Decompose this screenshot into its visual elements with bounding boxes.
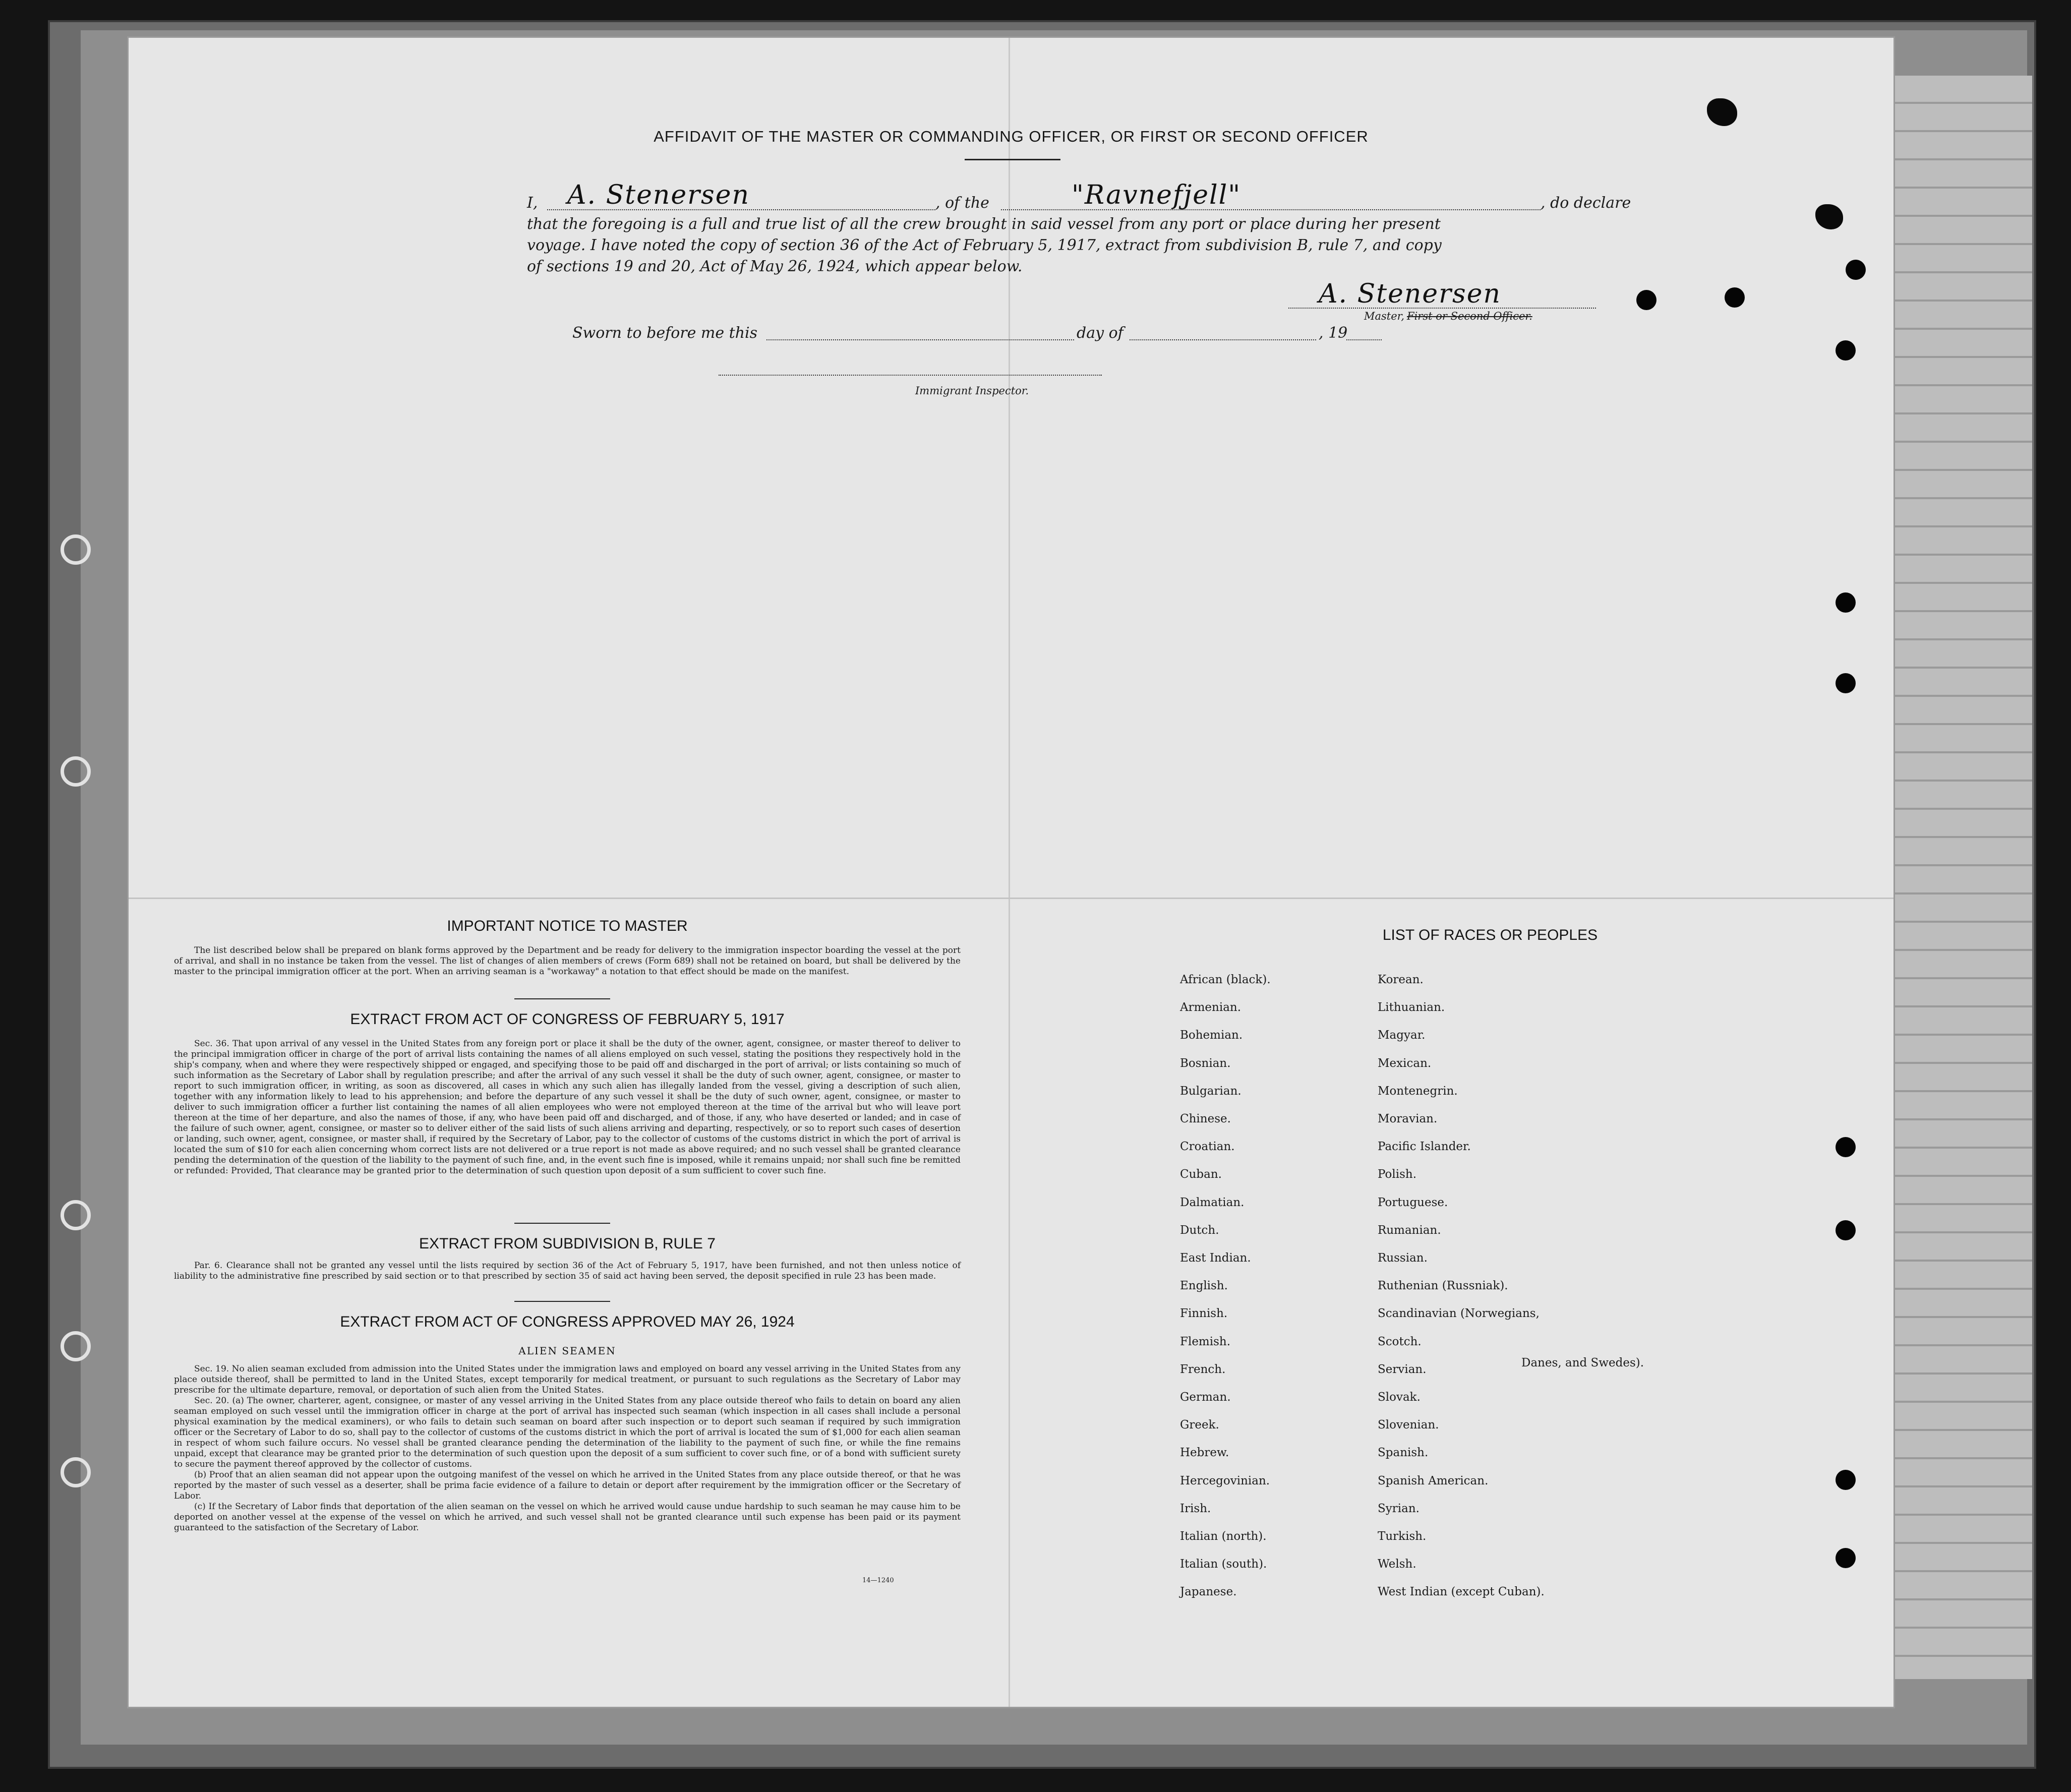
alien-seamen-subtitle: ALIEN SEAMEN [518,1345,616,1357]
race-item: African (black). [1180,973,1271,986]
race-item: Spanish American. [1378,1474,1489,1487]
race-item: Moravian. [1378,1112,1438,1125]
race-item: Mexican. [1378,1056,1432,1070]
race-item: Chinese. [1180,1112,1231,1125]
race-item: Bulgarian. [1180,1084,1241,1098]
sworn-label: Sworn to before me this [572,324,758,342]
title-rule [965,159,1060,160]
race-item: Ruthenian (Russniak). [1378,1279,1508,1293]
punch-hole [1836,340,1856,361]
race-item: Scotch. [1378,1335,1422,1348]
race-item: Scandinavian (Norwegians, [1378,1307,1540,1321]
race-item: Slovenian. [1378,1418,1439,1432]
binder-ring [61,756,91,787]
sworn-year-label: , 19 [1319,324,1348,342]
race-item: Russian. [1378,1251,1428,1265]
affidavit-line-4: of sections 19 and 20, Act of May 26, 1924, which appear below. [527,258,1023,275]
race-item: Italian (north). [1180,1530,1267,1543]
punch-hole [1836,1220,1856,1240]
ink-blot [1815,204,1843,229]
race-item: English. [1180,1279,1228,1293]
affidavit-declare: , do declare [1541,194,1631,212]
race-item: Hercegovinian. [1180,1474,1270,1487]
inspector-signature-line [719,375,1102,376]
race-item: Hebrew. [1180,1446,1229,1460]
race-item: Japanese. [1180,1585,1237,1599]
signature-caption-struck: First or Second Officer. [1407,310,1532,322]
race-item: Syrian. [1378,1502,1419,1515]
manifest-page [129,38,1894,1707]
race-item: Cuban. [1180,1168,1222,1181]
race-item: Irish. [1180,1502,1211,1515]
race-item: Bosnian. [1180,1056,1231,1070]
race-item: Magyar. [1378,1029,1426,1042]
race-item: Turkish. [1378,1530,1427,1543]
affidavit-of-the: , of the [935,194,989,212]
fold-crease-horizontal [129,898,1894,899]
section-rule [514,1301,610,1302]
extract-1917-body [174,1039,961,1176]
race-item: East Indian. [1180,1251,1251,1265]
signature-line [1288,308,1596,309]
punch-hole [1846,260,1866,280]
sec-20a-text: Sec. 20. (a) The owner, charterer, agent, consignee, or master of any vessel arriving in the United States from any place outside thereof who fails to detain on board any alien seaman employed on such vessel until the immigration officer in charge at the port of arrival has inspected such seaman (which inspection in all cases shall include a personal physical examination by the medical examiners), or who fails to detain such seaman on board after such inspection or to deport such seaman if required by such immigration officer or the Secretary of Labor to do so, shall pay to the collector of customs of the customs district in which the port of arrival is located the sum of $1,000 for each alien seaman in respect of whom such failure occurs. No vessel shall be granted clearance pending the determination of the liability to the payment of such fine, or while the fine remains unpaid, except that clearance may be granted prior to the determination of such question upon the deposit of a sum sufficient to cover such fine, or of a bond with sufficient surety to secure the payment thereof approved by the collector of customs. [174,1396,961,1469]
binder-ring [61,534,91,565]
punch-hole [1725,287,1745,308]
notice-title: IMPORTANT NOTICE TO MASTER [447,918,688,934]
race-item: Rumanian. [1378,1223,1441,1237]
sec-20c-text: (c) If the Secretary of Labor finds that deportation of the alien seaman on the vessel on which he arrived would cause undue hardship to such seaman he may cause him to be deported on another vessel at the expense of the vessel on which he arrived, and such vessel shall not be granted clearance until such expense has been paid or its payment guaranteed to the satisfaction of the Secretary of Labor. [174,1502,961,1533]
race-item: Welsh. [1378,1558,1416,1571]
affidavit-line-3: voyage. I have noted the copy of section 36 of the Act of February 5, 1917, extract from subdivision B, rule 7, and copy [527,236,1442,254]
race-item: Dalmatian. [1180,1196,1245,1209]
race-item: Croatian. [1180,1140,1235,1154]
master-name-handwritten: A. Stenersen [567,180,750,210]
race-item: Servian. [1378,1362,1427,1376]
race-item: Spanish. [1378,1446,1429,1460]
notice-body [174,945,961,977]
race-item: Portuguese. [1378,1196,1448,1209]
race-item: Flemish. [1180,1335,1231,1348]
inspector-caption: Immigrant Inspector. [915,385,1029,397]
race-item: Korean. [1378,973,1424,986]
race-item: Lithuanian. [1378,1001,1445,1014]
race-item-continuation: Danes, and Swedes). [1521,1356,1644,1369]
punch-hole [1836,1137,1856,1157]
binder-ring [61,1457,91,1487]
ink-blot [1707,98,1737,126]
sworn-month-line [1130,339,1316,340]
fold-crease-vertical [1009,38,1010,1707]
section-rule [514,1223,610,1224]
sec-19-text: Sec. 19. No alien seaman excluded from admission into the United States under the immigration laws and employed on board any vessel arriving in the United States from any place outside thereof, shall be permitted to land in the United States, except temporarily for medical treatment, or pursuant to such regulations as the Secretary of Labor may prescribe for the ultimate departure, removal, or deportation of such alien from the United States. [174,1364,961,1395]
form-number: 14—1240 [862,1577,894,1584]
binder-ring [61,1331,91,1361]
extract-1917-title: EXTRACT FROM ACT OF CONGRESS OF FEBRUARY 5, 1917 [350,1011,785,1028]
race-item: Finnish. [1180,1307,1228,1321]
race-item: Montenegrin. [1378,1084,1458,1098]
punch-hole [1836,1470,1856,1490]
sec-36-text: Sec. 36. That upon arrival of any vessel in the United States from any foreign port or place it shall be the duty of the owner, agent, consignee, or master thereof to deliver to the principal immigration officer in charge of the port of arrival lists containing the names of all aliens employed on such vessel, stating the positions they respectively hold in the ship's company, when and where they were respectively shipped or engaged, and specifying those to be paid off and discharged in the port of arrival; or lists containing so much of such information as the Secretary of Labor shall by regulation prescribe; and after the arrival of any such vessel it shall be the duty of such owner, agent, consignee, or master to report to such immigration officer, in writing, as soon as discovered, all cases in which any such alien has illegally landed from the vessel, giving a description of such alien, together with any information likely to lead to his apprehension; and before the departure of any such vessel it shall be the duty of such owner, agent, consignee, or master to deliver to such immigration officer a further list containing the names of all alien employees who were not employed thereon at the time of the arrival but who will leave port thereon at the time of her departure, and also the names of those, if any, who have been paid off and discharged, and of those, if any, who have deserted or landed; and in case of the failure of such owner, agent, consignee, or master so to deliver either of the said lists of such aliens arriving and departing, respectively, or so to report such cases of desertion or landing, such owner, agent, consignee, or master shall, if required by the Secretary of Labor, pay to the collector of customs of the customs district in which the port of arrival is located the sum of $10 for each alien concerning whom correct lists are not delivered or a true report is not made as above required; and no such vessel shall be granted clearance pending the determination of the question of the liability to the payment of such fine, and, in the event such fine is imposed, while it remains unpaid; nor shall such fine be remitted or refunded: Provided, That clearance may be granted prior to the determination of such question upon deposit of a sum sufficient to cover such fine. [174,1039,961,1176]
race-item: Dutch. [1180,1223,1219,1237]
sworn-year-line [1346,339,1382,340]
extract-1924-title: EXTRACT FROM ACT OF CONGRESS APPROVED MAY 26, 1924 [340,1313,795,1330]
par-6-text: Par. 6. Clearance shall not be granted any vessel until the lists required by section 36 of the Act of February 5, 1917, have been furnished, and not then unless notice of liability to the administrative fine prescribed by said section or to that prescribed by section 35 of said act having been served, the deposit specified in rule 23 has been made. [174,1261,961,1281]
race-item: Italian (south). [1180,1558,1267,1571]
affidavit-prefix: I, [527,194,538,212]
race-item: Armenian. [1180,1001,1241,1014]
race-item: German. [1180,1391,1231,1404]
race-item: Bohemian. [1180,1029,1243,1042]
race-item: Slovak. [1378,1391,1421,1404]
master-signature: A. Stenersen [1319,279,1501,309]
sworn-day-line [766,339,1074,340]
binder-ring [61,1200,91,1230]
race-item: French. [1180,1362,1226,1376]
punch-hole [1836,1548,1856,1568]
rule-7-body [174,1261,961,1282]
punch-hole [1836,673,1856,693]
sec-20b-text: (b) Proof that an alien seaman did not appear upon the outgoing manifest of the vessel on which he arrived in the United States from any place outside thereof, or that he was reported by the master of such vessel as a deserter, shall be prima facie evidence of a failure to detain or deport after requirement by the immigration officer or the Secretary of Labor. [174,1470,961,1501]
sworn-day-label: day of [1077,324,1123,342]
notice-text: The list described below shall be prepared on blank forms approved by the Department and be ready for delivery to the immigration inspector boarding the vessel at the port of arrival, and shall in no instance be taken from the vessel. The list of changes of alien members of crews (Form 689) shall not be retained on board, but shall be delivered by the master to the principal immigration officer at the port. When an arriving seaman is a "workaway" a notation to that effect should be made on the manifest. [174,945,961,977]
races-title: LIST OF RACES OR PEOPLES [1382,927,1598,943]
punch-hole [1836,592,1856,613]
affidavit-line-2: that the foregoing is a full and true list of all the crew brought in said vessel from any port or place during her present [527,215,1441,233]
affidavit-title: AFFIDAVIT OF THE MASTER OR COMMANDING OFFICER, OR FIRST OR SECOND OFFICER [654,128,1369,145]
race-item: Polish. [1378,1168,1417,1181]
vessel-name-handwritten: "Ravnefjell" [1072,180,1241,210]
punch-hole [1636,290,1656,310]
signature-caption-master: Master, [1364,310,1405,322]
race-item: Greek. [1180,1418,1219,1432]
race-item: West Indian (except Cuban). [1378,1585,1545,1599]
section-rule [514,998,610,999]
extract-1924-body [174,1364,961,1533]
race-item: Pacific Islander. [1378,1140,1471,1154]
rule-7-title: EXTRACT FROM SUBDIVISION B, RULE 7 [419,1235,716,1252]
